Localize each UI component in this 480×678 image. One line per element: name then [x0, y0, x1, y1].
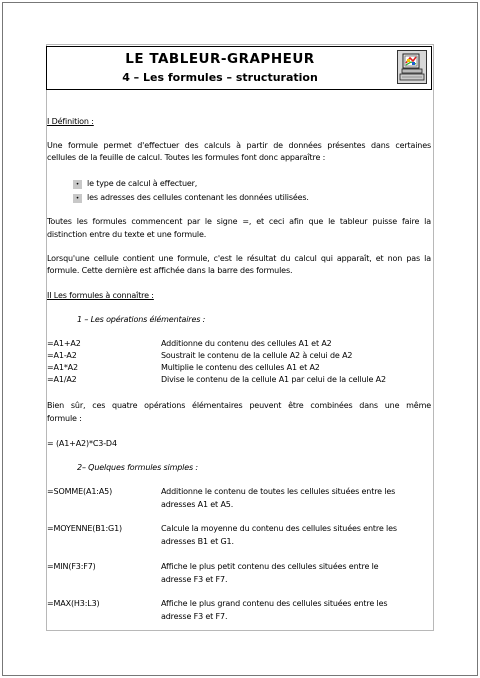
function-description: Calcule la moyenne du contenu des cellules situées entre les: [161, 524, 397, 533]
formula-cell: =A1*A2: [47, 363, 78, 372]
formula-example: = (A1+A2)*C3-D4: [47, 439, 117, 448]
function-description: adresse F3 et F7.: [161, 612, 228, 621]
paragraph-line: distinction entre du texte et une formule.: [47, 230, 207, 239]
function-formula: =MOYENNE(B1:G1): [47, 524, 122, 533]
function-description: Affiche le plus grand contenu des cellules situées entre les: [161, 599, 388, 608]
subsection-heading: 2– Quelques formules simples :: [77, 463, 198, 472]
document-title: LE TABLEUR-GRAPHEUR: [125, 51, 315, 67]
formula-description: Divise le contenu de la cellule A1 par celui de la cellule A2: [161, 375, 386, 384]
paragraph-line: Toutes les formules commencent par le signe =, et ceci afin que le tableur puisse faire la: [47, 217, 431, 226]
bullet-icon: •: [73, 180, 82, 189]
formula-cell: =A1-A2: [47, 351, 77, 360]
paragraph-line: formule :: [47, 414, 82, 423]
function-description: Additionne le contenu de toutes les cellules situées entre les: [161, 487, 396, 496]
subsection-heading: 1 – Les opérations élémentaires :: [77, 315, 206, 324]
header-box: [46, 46, 432, 90]
function-formula: =MAX(H3:L3): [47, 599, 100, 608]
paragraph-line: Une formule permet d'effectuer des calculs à partir de données présentes dans certaines: [47, 141, 431, 150]
paragraph-line: formule. Cette dernière est affichée dans la barre des formules.: [47, 266, 293, 275]
formula-description: Multiplie le contenu des cellules A1 et A2: [161, 363, 320, 372]
function-description: adresse F3 et F7.: [161, 575, 228, 584]
bullet-icon: •: [73, 194, 82, 203]
function-formula: =SOMME(A1:A5): [47, 487, 113, 496]
paragraph-line: Bien sûr, ces quatre opérations élémentaires peuvent être combinées dans une même: [47, 401, 431, 410]
function-formula: =MIN(F3:F7): [47, 562, 96, 571]
function-description: adresses A1 et A5.: [161, 500, 234, 509]
formula-description: Soustrait le contenu de la cellule A2 à celui de A2: [161, 351, 353, 360]
formula-description: Additionne du contenu des cellules A1 et A2: [161, 339, 332, 348]
document-subtitle: 4 – Les formules – structuration: [122, 71, 318, 84]
paragraph-line: cellules de la feuille de calcul. Toutes les formules font donc apparaître :: [47, 153, 326, 162]
computer-icon: [397, 50, 427, 84]
formula-cell: =A1+A2: [47, 339, 81, 348]
paragraph-line: Lorsqu'une cellule contient une formule, c'est le résultat du calcul qui apparaît, et non pas la: [47, 254, 431, 263]
bullet-item: le type de calcul à effectuer,: [87, 179, 198, 188]
formula-cell: =A1/A2: [47, 375, 77, 384]
section2-heading: II Les formules à connaître :: [47, 291, 154, 300]
function-description: Affiche le plus petit contenu des cellules situées entre le: [161, 562, 379, 571]
bullet-item: les adresses des cellules contenant les données utilisées.: [87, 193, 309, 202]
function-description: adresses B1 et G1.: [161, 537, 234, 546]
section1-heading: I Définition :: [47, 117, 94, 126]
